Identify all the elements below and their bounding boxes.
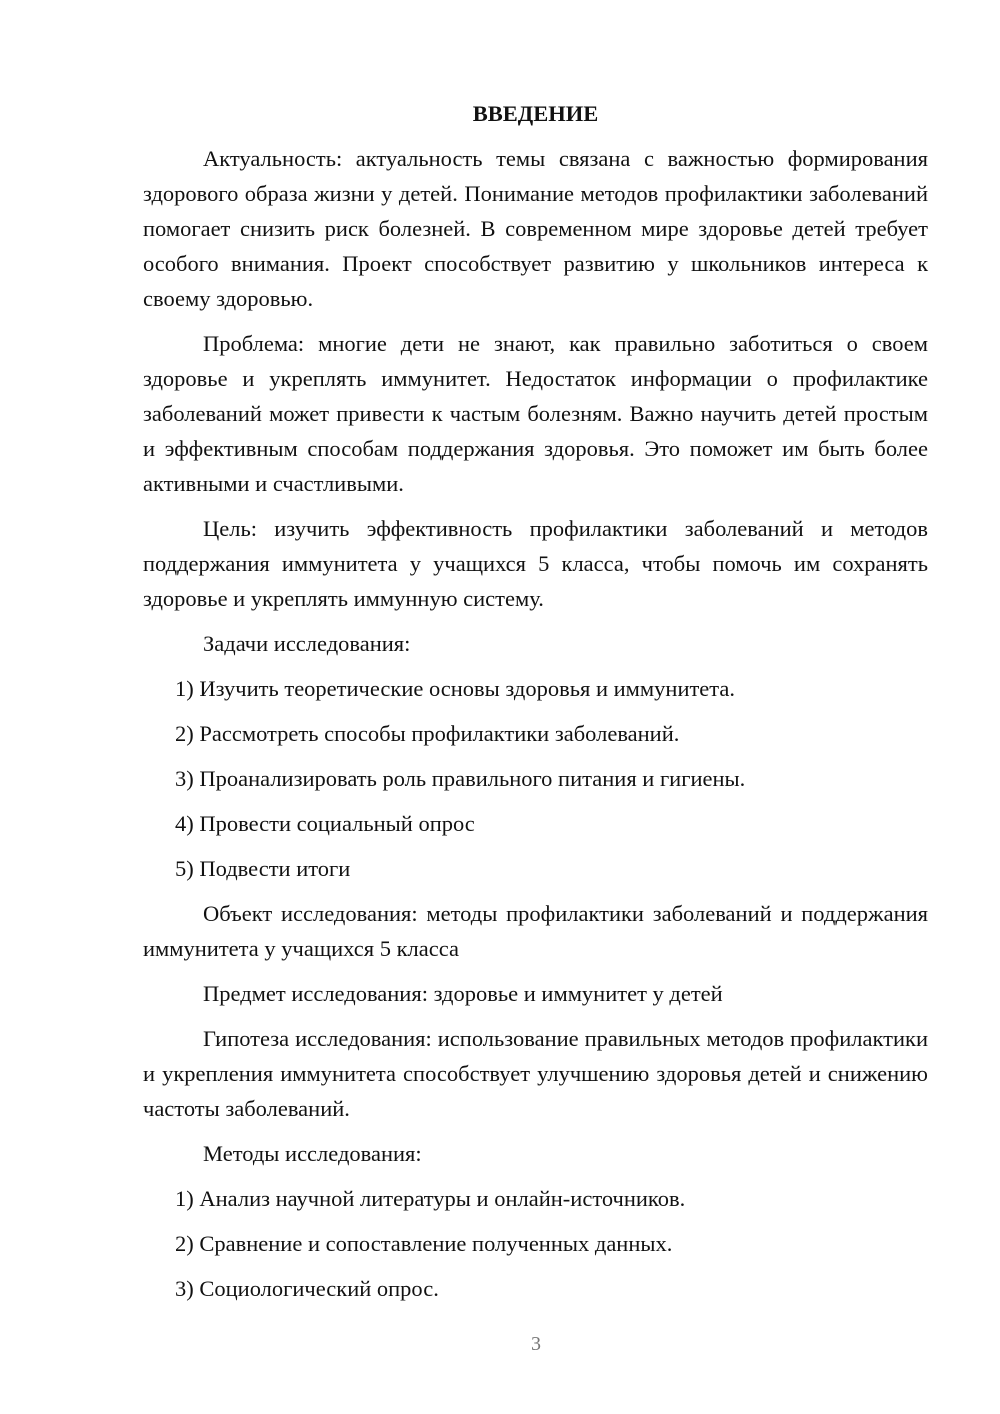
tasks-heading: Задачи исследования:	[203, 631, 411, 656]
list-item: 2) Сравнение и сопоставление полученных данных.	[175, 1231, 673, 1256]
list-item: 5) Подвести итоги	[175, 856, 351, 881]
page-number: 3	[531, 1333, 541, 1355]
object-paragraph: Объект исследования: методы профилактики заболеваний и поддержания иммунитета у учащихся 5 класса	[143, 901, 928, 961]
methods-heading: Методы исследования:	[203, 1141, 422, 1166]
list-item: 4) Провести социальный опрос	[175, 811, 475, 836]
section-title: ВВЕДЕНИЕ	[472, 101, 599, 126]
tasks-list	[143, 671, 928, 886]
relevance-paragraph: Актуальность: актуальность темы связана с важностью формирования здорового образа жизни у детей. Понимание методов профилактики заболеваний помогает снизить риск болезней. В современном мире здоровье детей требует особого внимания. Проект способствует развитию у школьников интереса к своему здоровью.	[143, 146, 928, 311]
subject-paragraph: Предмет исследования: здоровье и иммунитет у детей	[203, 981, 723, 1006]
list-item: 2) Рассмотреть способы профилактики заболеваний.	[175, 721, 680, 746]
list-item: 3) Социологический опрос.	[175, 1276, 439, 1301]
goal-paragraph: Цель: изучить эффективность профилактики заболеваний и методов поддержания иммунитета у учащихся 5 класса, чтобы помочь им сохранять здоровье и укреплять иммунную систему.	[143, 516, 928, 611]
document-page	[143, 96, 928, 1316]
methods-list	[143, 1181, 928, 1306]
problem-paragraph: Проблема: многие дети не знают, как правильно заботиться о своем здоровье и укреплять иммунитет. Недостаток информации о профилактике заболеваний может привести к частым болезням. Важно научить детей простым и эффективным способам поддержания здоровья. Это поможет им быть более активными и счастливыми.	[143, 331, 928, 496]
list-item: 3) Проанализировать роль правильного питания и гигиены.	[175, 766, 746, 791]
list-item: 1) Анализ научной литературы и онлайн-источников.	[175, 1186, 686, 1211]
list-item: 1) Изучить теоретические основы здоровья и иммунитета.	[175, 676, 736, 701]
hypothesis-paragraph: Гипотеза исследования: использование правильных методов профилактики и укрепления иммунитета способствует улучшению здоровья детей и снижению частоты заболеваний.	[143, 1026, 928, 1121]
